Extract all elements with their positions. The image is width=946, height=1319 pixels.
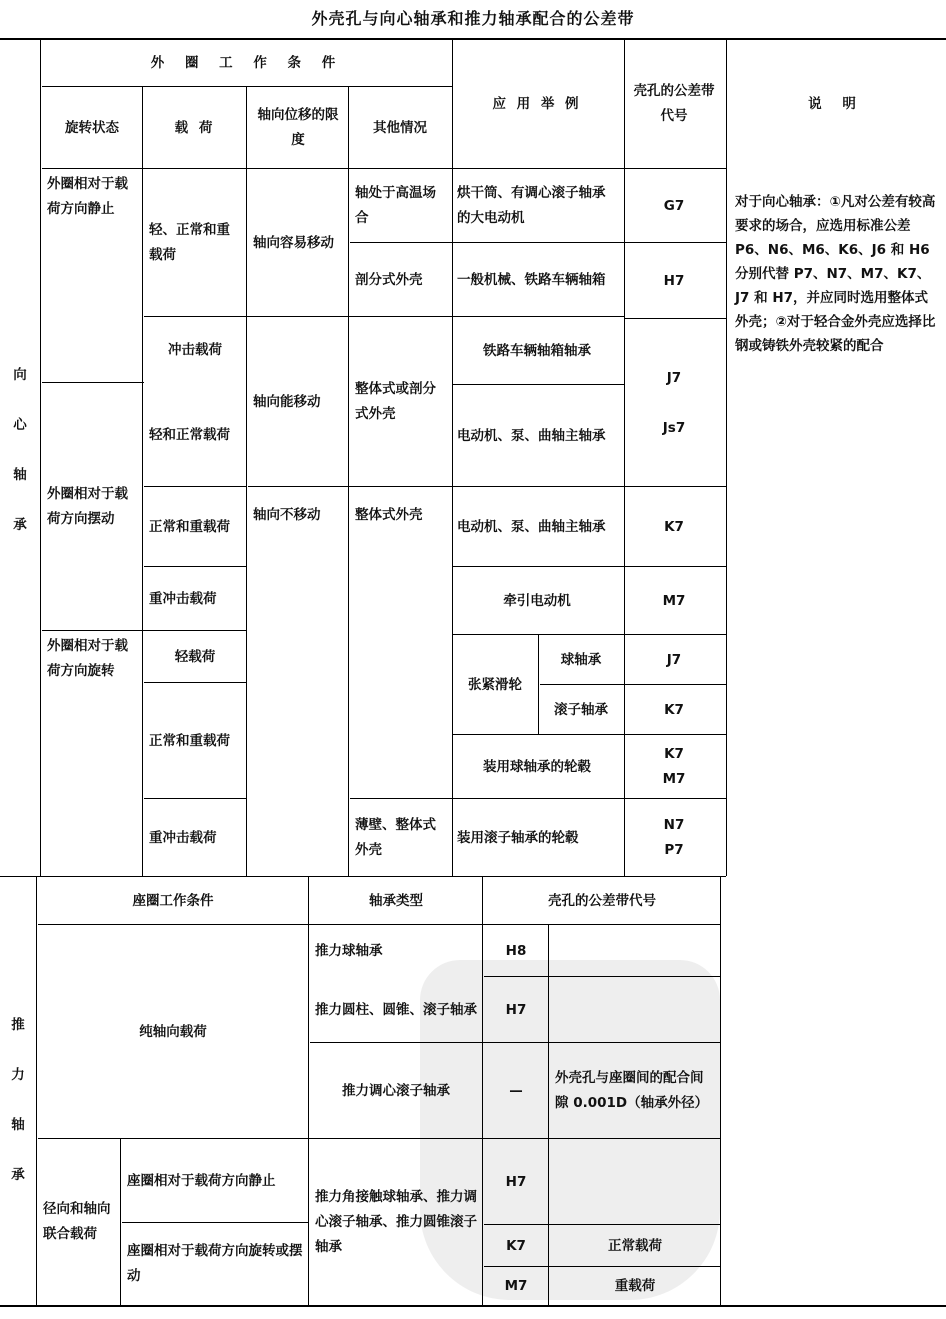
type-thrust-ball: 推力球轴承 <box>315 942 383 959</box>
header-other-conditions: 其他情况 <box>373 119 427 136</box>
type-combo: 推力角接触球轴承、推力调心滚子轴承、推力圆锥滚子轴承 <box>315 1188 477 1255</box>
h-rule <box>452 384 624 385</box>
section-label-radial: 向心轴承 <box>13 367 27 533</box>
h-rule <box>144 566 246 567</box>
header-load: 载 荷 <box>174 119 216 136</box>
type-thrust-spherical: 推力调心滚子轴承 <box>342 1082 450 1099</box>
other-thin-wall: 薄壁、整体式外壳 <box>355 817 436 858</box>
axial-cannot: 轴向不移动 <box>253 506 321 523</box>
h-rule <box>452 734 726 735</box>
load-normal-heavy: 正常和重载荷 <box>149 518 230 535</box>
app-traction-motor: 牵引电动机 <box>503 592 571 609</box>
load-heavy-impact-rotating: 重冲击载荷 <box>149 829 217 846</box>
v-rule <box>40 38 41 876</box>
code-h7-combined: H7 <box>505 1173 527 1190</box>
h-rule <box>540 684 726 685</box>
code-n7-p7: N7 P7 <box>663 817 685 858</box>
code-h7-thrust: H7 <box>505 1001 527 1018</box>
app-roller-hub: 装用滚子轴承的轮毂 <box>457 829 579 846</box>
axial-easy: 轴向容易移动 <box>253 234 334 251</box>
header-tolerance-code: 壳孔的公差带代号 <box>633 83 715 124</box>
code-k7-combined: K7 <box>506 1237 526 1254</box>
app-motor-pump-2: 电动机、泵、曲轴主轴承 <box>457 518 606 535</box>
h-rule <box>484 976 720 977</box>
load-normal-heavy-rotating: 正常和重载荷 <box>149 732 230 749</box>
h-rule <box>144 316 624 317</box>
code-k7-roller: K7 <box>664 701 684 718</box>
h-rule <box>350 798 726 799</box>
h-rule <box>42 86 452 87</box>
h-rule <box>144 682 246 683</box>
h-rule <box>624 318 726 319</box>
other-integral-or-split: 整体式或剖分式外壳 <box>355 381 436 422</box>
h-rule <box>42 382 144 383</box>
rotation-rotating: 外圈相对于载荷方向旋转 <box>47 638 128 679</box>
v-rule <box>142 86 143 876</box>
v-rule <box>36 876 37 1305</box>
h-rule <box>38 924 720 925</box>
h-rule <box>144 798 246 799</box>
rotation-swing: 外圈相对于载荷方向摆动 <box>47 486 128 527</box>
header-seat-conditions: 座圈工作条件 <box>132 892 214 909</box>
header-rotation-state: 旋转状态 <box>65 119 119 136</box>
code-k7-m7: K7 M7 <box>662 746 686 787</box>
rotation-static: 外圈相对于载荷方向静止 <box>47 176 128 217</box>
code-g7: G7 <box>663 197 685 214</box>
h-rule <box>42 630 246 631</box>
other-integral: 整体式外壳 <box>355 506 423 523</box>
section-label-thrust: 推力轴承 <box>11 1017 25 1183</box>
code-j7: J7 <box>666 369 682 386</box>
app-railway: 铁路车辆轴箱轴承 <box>483 342 591 359</box>
header-axial-displacement: 轴向位移的限度 <box>257 107 339 148</box>
h-rule <box>0 876 726 877</box>
code-dash: — <box>509 1082 523 1099</box>
v-rule <box>538 634 539 734</box>
header-note: 说 明 <box>808 95 864 112</box>
heavy-load: 重载荷 <box>614 1277 656 1294</box>
normal-load: 正常载荷 <box>608 1237 662 1254</box>
app-dryer: 烘干筒、有调心滚子轴承的大电动机 <box>457 185 606 226</box>
load-light: 轻载荷 <box>174 648 216 665</box>
v-rule <box>246 86 247 876</box>
h-rule <box>484 1224 720 1225</box>
app-ball-hub: 装用球轴承的轮毂 <box>483 758 591 775</box>
code-m7-combined: M7 <box>504 1277 528 1294</box>
h-rule <box>310 1042 720 1043</box>
v-rule <box>482 876 483 1305</box>
header-thrust-tolerance-code: 壳孔的公差带代号 <box>548 892 656 909</box>
v-rule <box>120 1138 121 1305</box>
load-heavy-impact: 重冲击载荷 <box>149 590 217 607</box>
pure-axial-load: 纯轴向载荷 <box>139 1023 207 1040</box>
clearance-note: 外壳孔与座圈间的配合间隙 0.001D（轴承外径） <box>555 1070 709 1111</box>
app-ball-bearing: 球轴承 <box>560 651 602 668</box>
type-thrust-cylindrical: 推力圆柱、圆锥、滚子轴承 <box>315 1001 477 1018</box>
app-motor-pump-1: 电动机、泵、曲轴主轴承 <box>457 427 606 444</box>
header-bearing-type: 轴承类型 <box>369 892 423 909</box>
load-impact: 冲击载荷 <box>168 341 222 358</box>
app-tension-pulley: 张紧滑轮 <box>468 676 522 693</box>
load-light-normal: 轻和正常载荷 <box>149 426 230 443</box>
h-rule <box>144 486 246 487</box>
h-rule <box>0 1305 946 1307</box>
app-roller-bearing: 滚子轴承 <box>554 701 608 718</box>
h-rule <box>248 486 726 487</box>
app-general: 一般机械、铁路车辆轴箱 <box>457 271 606 288</box>
note-text: 对于向心轴承：①凡对公差有较高要求的场合，应选用标准公差 P6、N6、M6、K6、J6 和 H6 分别代替 P7、N7、M7、K7、J7 和 H7，并应同时选用整体式外壳；②对于轻合金外壳应选择比钢或铸铁外壳较紧的配合 <box>735 194 936 354</box>
h-rule <box>452 566 726 567</box>
other-split: 剖分式外壳 <box>355 271 423 288</box>
h-rule <box>624 242 726 243</box>
combined-load: 径向和轴向联合载荷 <box>43 1201 111 1242</box>
header-application: 应 用 举 例 <box>492 95 582 112</box>
other-high-temp: 轴处于高温场合 <box>355 185 436 226</box>
v-rule <box>308 876 309 1305</box>
load-light-normal-heavy: 轻、正常和重载荷 <box>149 222 230 263</box>
seat-rotating: 座圈相对于载荷方向旋转或摆动 <box>127 1243 303 1284</box>
code-k7: K7 <box>664 518 684 535</box>
header-outer-ring-conditions: 外 圈 工 作 条 件 <box>150 54 344 71</box>
code-h8: H8 <box>505 942 527 959</box>
code-js7: Js7 <box>662 419 686 436</box>
h-rule <box>38 1138 720 1139</box>
h-rule <box>452 242 624 243</box>
v-rule <box>548 924 549 1305</box>
h-rule <box>452 634 726 635</box>
h-rule <box>484 1266 720 1267</box>
code-j7-ball: J7 <box>666 651 682 668</box>
code-h7: H7 <box>663 272 685 289</box>
table-title: 外壳孔与向心轴承和推力轴承配合的公差带 <box>311 9 635 28</box>
v-rule <box>348 86 349 876</box>
h-rule <box>122 1222 308 1223</box>
axial-can: 轴向能移动 <box>253 393 321 410</box>
seat-static: 座圈相对于载荷方向静止 <box>127 1172 276 1189</box>
v-rule <box>720 876 721 1305</box>
code-m7: M7 <box>662 592 686 609</box>
